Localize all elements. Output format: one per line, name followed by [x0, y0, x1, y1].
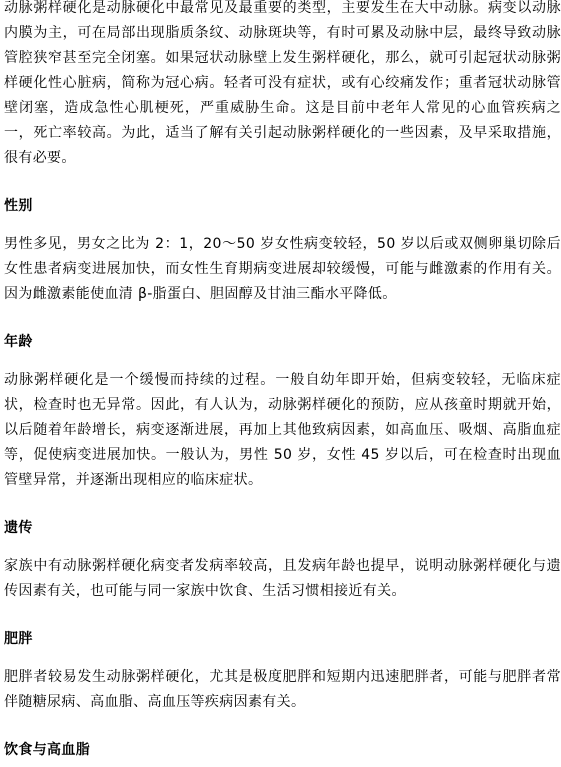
section-heading-diet: 饮食与高血脂	[4, 742, 91, 758]
section-heading-age: 年龄	[4, 334, 33, 350]
section-body-heredity: 家族中有动脉粥样硬化病变者发病率较高，且发病年龄也提早，说明动脉粥样硬化与遗传因素有关，也可能与同一家族中饮食、生活习惯相接近有关。	[4, 558, 561, 599]
section-heading-heredity: 遗传	[4, 520, 33, 536]
section-body-gender: 男性多见，男女之比为 2：1，20～50 岁女性病变较轻，50 岁以后或双侧卵巢切除后女性患者病变进展加快，而女性生育期病变进展却较缓慢，可能与雌激素的作用有关。因为雌激素能使血清 β-脂蛋白、胆固醇及甘油三酯水平降低。	[4, 236, 561, 302]
section-heading-obesity: 肥胖	[4, 631, 33, 647]
section-body-age: 动脉粥样硬化是一个缓慢而持续的过程。一般自幼年即开始，但病变较轻，无临床症状，检查时也无异常。因此，有人认为，动脉粥样硬化的预防，应从孩童时期就开始，以后随着年龄增长，病变逐渐进展，再加上其他致病因素，如高血压、吸烟、高脂血症等，促使病变进展加快。一般认为，男性 50 岁，女性 45 岁以后，可在检查时出现血管壁异常，并逐渐出现相应的临床症状。	[4, 372, 561, 488]
section-body-obesity: 肥胖者较易发生动脉粥样硬化，尤其是极度肥胖和短期内迅速肥胖者，可能与肥胖者常伴随糖尿病、高血脂、高血压等疾病因素有关。	[4, 669, 561, 710]
section-heading-gender: 性别	[4, 198, 33, 214]
intro-paragraph: 动脉粥样硬化是动脉硬化中最常见及最重要的类型，主要发生在大中动脉。病变以动脉内膜为主，可在局部出现脂质条纹、动脉斑块等，有时可累及动脉中层，最终导致动脉管腔狭窄甚至完全闭塞。如果冠状动脉壁上发生粥样硬化，那么，就可引起冠状动脉粥样硬化性心脏病，简称为冠心病。轻者可没有症状，或有心绞痛发作；重者冠状动脉管壁闭塞，造成急性心肌梗死，严重威胁生命。这是目前中老年人常见的心血管疾病之一，死亡率较高。为此，适当了解有关引起动脉粥样硬化的一些因素，及早采取措施，很有必要。	[4, 0, 561, 166]
